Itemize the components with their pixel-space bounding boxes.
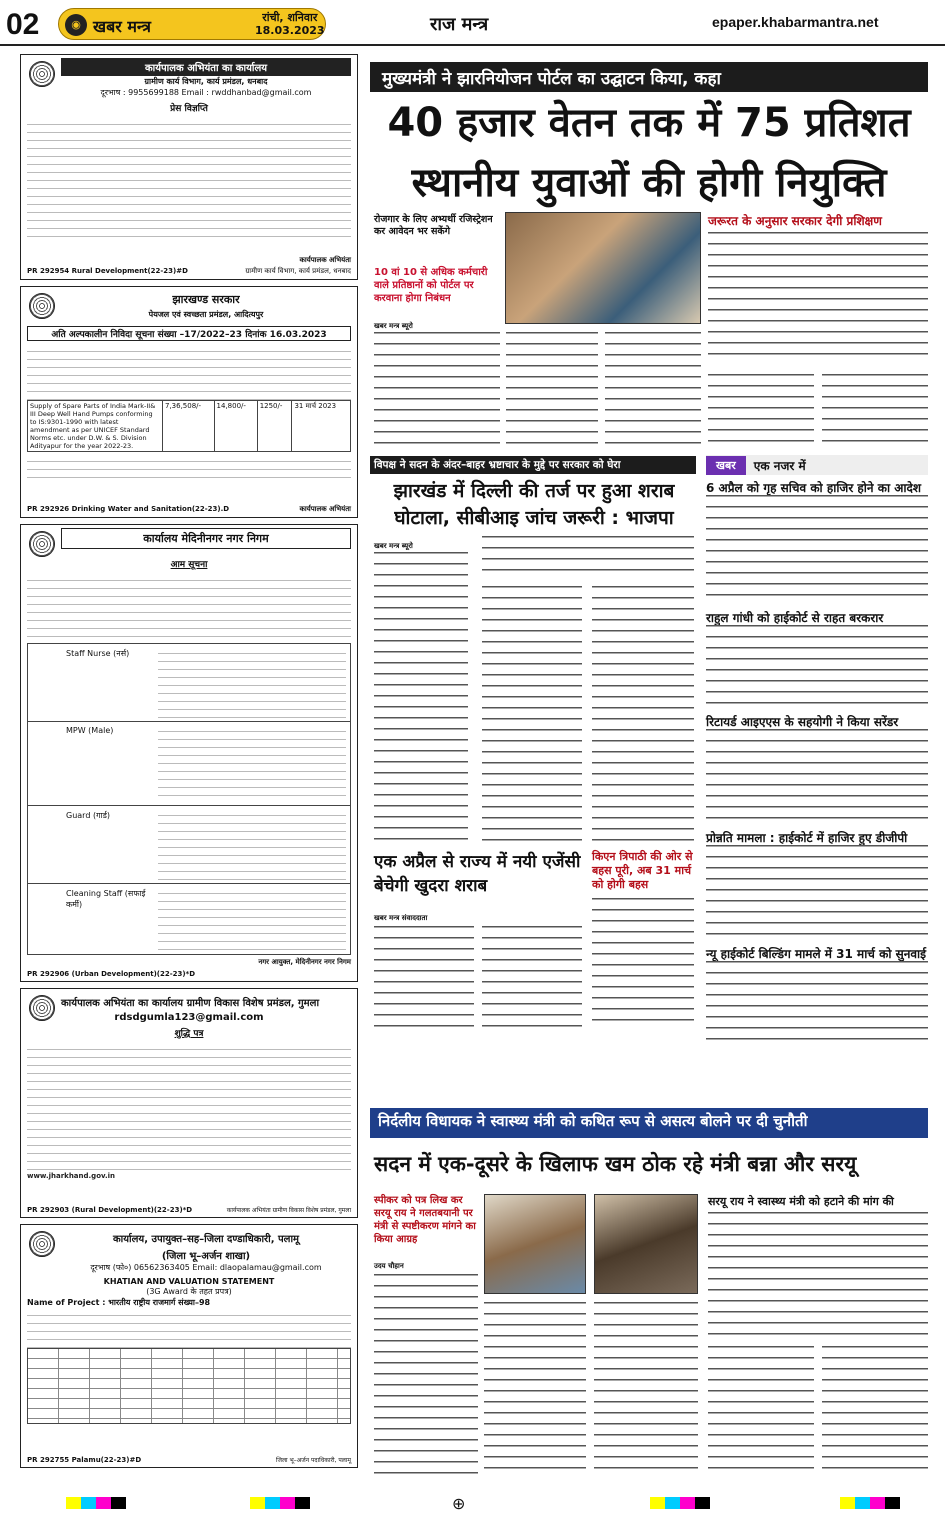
- tender-amount: 7,36,508/-: [163, 401, 215, 452]
- story4-byline: उदय चौहान: [374, 1262, 404, 1270]
- lead-text-col3: [605, 332, 701, 444]
- ad-sign-text: नगर आयुक्त, मेदिनीनगर नगर निगम: [258, 958, 351, 966]
- ad-gumla: [20, 988, 358, 1218]
- logo-mark-icon: ◉: [65, 14, 87, 36]
- brief-text-5: [706, 961, 928, 1043]
- post-name: Staff Nurse (नर्स): [66, 649, 130, 658]
- news-brief-box: [706, 455, 928, 1043]
- lead-text-col2: [506, 332, 598, 444]
- ad-sign-text: कार्यपालक अभियंता: [299, 256, 351, 264]
- lead-kicker: मुख्यमंत्री ने झारनियोजन पोर्टल का उद्घाटन किया, कहा: [370, 62, 928, 92]
- ad-body: [27, 1308, 351, 1348]
- ad-title: आम सूचना: [170, 560, 208, 570]
- ad-sub: ग्रामीण कार्य विभाग, कार्य प्रमंडल, धनबाद: [144, 77, 268, 86]
- print-registration-bar: [840, 1497, 900, 1509]
- ad-body: [27, 573, 351, 643]
- ad-footer: [27, 505, 351, 514]
- ad-pr: PR 292903 (Rural Development)(22-23)*D: [27, 1206, 193, 1214]
- post-name: Guard (गार्ड): [66, 811, 111, 820]
- tender-emd: 14,800/-: [214, 401, 257, 452]
- brief-text-4: [706, 845, 928, 941]
- print-registration-bar: [250, 1497, 310, 1509]
- ad-sign: [27, 958, 351, 967]
- story4-band: निर्दलीय विधायक ने स्वास्थ्य मंत्री को कथित रूप से असत्य बोलने पर दी चुनौती: [370, 1108, 928, 1138]
- brief-text-1: [706, 495, 928, 605]
- jharkhand-emblem-icon: [29, 531, 55, 557]
- post-row: [28, 722, 350, 806]
- dateline: [255, 11, 325, 37]
- brief-title-2: राहुल गांधी को हाईकोर्ट से राहत बरकरार: [706, 611, 884, 625]
- ad-palamu: [20, 1224, 358, 1468]
- story2-kicker: विपक्ष ने सदन के अंदर–बाहर भ्रष्टाचार के मुद्दे पर सरकार को घेरा: [370, 456, 696, 474]
- story3-side-text: [592, 898, 694, 1030]
- story2-byline: खबर मन्त्र ब्यूरो: [374, 542, 413, 550]
- ad-adityapur: [20, 286, 358, 518]
- post-row: [28, 884, 350, 956]
- lead-side-2: 10 वां 10 से अधिक कर्मचारी वाले प्रतिष्ठानों को पोर्टल पर करवाना होगा निबंधन: [374, 267, 488, 304]
- brief-title-3: रिटायर्ड आइएएस के सहयोगी ने किया सरेंडर: [706, 715, 899, 729]
- story3-col2: [482, 926, 582, 1030]
- section-name: राज मन्त्र: [430, 14, 489, 35]
- page-number: 02: [6, 8, 40, 41]
- lead-box-title: जरूरत के अनुसार सरकार देगी प्रशिक्षण: [708, 214, 882, 228]
- ad-sign: कार्यपालक अभियंता ग्रामीण विकास विशेष प्रमंडल, गुमला: [226, 1207, 351, 1214]
- ad-pr: PR 292954 Rural Development(22-23)#D: [27, 267, 188, 275]
- story3-byline: खबर मन्त्र संवाददाता: [374, 914, 428, 922]
- ad-pr: PR 292906 (Urban Development)(22-23)*D: [27, 970, 196, 978]
- ad-head: कार्यपालक अभियंता का कार्यालय: [61, 58, 351, 76]
- tender-table: [27, 400, 351, 452]
- ad-footer: [27, 970, 351, 978]
- print-registration-bar: [650, 1497, 710, 1509]
- ad-title: अति अल्पकालीन निविदा सूचना संख्या –17/2022–23 दिनांक 16.03.2023: [27, 326, 351, 341]
- story2-headline: झारखंड में दिल्ली की तर्ज पर हुआ शराब घोटाला, सीबीआइ जांच जरूरी : भाजपा: [393, 480, 675, 529]
- lead-headline-2: स्थानीय युवाओं की होगी नियुक्ति: [411, 160, 887, 206]
- story4-box-text: [708, 1212, 928, 1338]
- crosshair-icon: ⊕: [452, 1494, 466, 1513]
- ad-footer: [27, 267, 351, 276]
- ad-footer: [27, 1456, 351, 1464]
- jharkhand-emblem-icon: [29, 1231, 55, 1257]
- dateline-date: 18.03.2023: [255, 24, 325, 37]
- ad-body: [27, 344, 351, 400]
- ad-pr: PR 292926 Drinking Water and Sanitation(22-23).D: [27, 505, 230, 513]
- ad-head: कार्यालय, उपायुक्त–सह–जिला दण्डाधिकारी, पलामू: [112, 1234, 300, 1245]
- ad-site: www.jharkhand.gov.in: [27, 1172, 116, 1180]
- ad-body: [27, 117, 351, 237]
- story4-box-col2: [822, 1346, 928, 1474]
- lead-side-1: रोजगार के लिए अभ्यर्थी रजिस्ट्रेशन कर आवेदन भर सकेंगे: [374, 214, 493, 237]
- news-brief-title: एक नजर में: [753, 458, 806, 473]
- story3-side-head: किएन त्रिपाठी की ओर से बहस पूरी, अब 31 मार्च को होगी बहस: [592, 850, 693, 891]
- story2-summary: [482, 536, 694, 576]
- epaper-url[interactable]: epaper.khabarmantra.net: [712, 14, 879, 30]
- lead-photo: [505, 212, 701, 324]
- ad-dhanbad: [20, 54, 358, 280]
- ad-head: कार्यालय मेदिनीनगर नगर निगम: [61, 528, 351, 549]
- story2-col2: [482, 586, 582, 842]
- portrait-banna-photo: [594, 1194, 698, 1294]
- lead-box-text: [708, 232, 928, 364]
- ad-contact: दूरभाष : 9955699188 Email : rwddhanbad@gmail.com: [100, 88, 312, 97]
- story4-box-title: सरयू राय ने स्वास्थ्य मंत्री को हटाने की मांग की: [708, 1195, 894, 1208]
- ad-notes: [27, 454, 351, 484]
- brief-text-2: [706, 625, 928, 709]
- ad-footer: [27, 1206, 351, 1214]
- print-registration-bar: [66, 1497, 126, 1509]
- ad-sub: (जिला भू–अर्जन शाखा): [161, 1251, 251, 1262]
- lead-headline-1: 40 हजार वेतन तक में 75 प्रतिशत: [387, 100, 911, 146]
- story4-box-col1: [708, 1346, 814, 1474]
- lead-box-text3: [822, 374, 928, 444]
- ad-head: झारखण्ड सरकार: [61, 290, 351, 309]
- logo-text: खबर मन्त्र: [93, 17, 151, 36]
- story3-col1: [374, 926, 474, 1030]
- jharkhand-emblem-icon: [29, 293, 55, 319]
- ad-title: KHATIAN AND VALUATION STATEMENT: [103, 1277, 275, 1286]
- story2-col3: [592, 586, 694, 842]
- ad-sub: पेयजल एवं स्वच्छता प्रमंडल, आदित्यपुर: [148, 310, 264, 319]
- dateline-day: रांची, शनिवार: [262, 11, 318, 24]
- ad-title: प्रेस विज्ञप्ति: [170, 104, 208, 114]
- ad-head: कार्यपालक अभियंता का कार्यालय ग्रामीण विकास विशेष प्रमंडल, गुमला: [61, 998, 320, 1009]
- brief-text-3: [706, 729, 928, 825]
- portrait-saryu-photo: [484, 1194, 586, 1294]
- tender-item: Supply of Spare Parts of India Mark-II& III Deep Well Hand Pumps conforming to IS:9301-1990 with latest amendment as per UNICEF Standard Norms etc. under D.W. & S. Division Adityapur for the year 2022-23.: [28, 401, 163, 452]
- brief-title-4: प्रोन्नति मामला : हाईकोर्ट में हाजिर हुए डीजीपी: [706, 831, 908, 845]
- story4-col3: [594, 1302, 698, 1474]
- ad-medininagar: [20, 524, 358, 982]
- story4-headline: सदन में एक-दूसरे के खिलाफ खम ठोक रहे मंत्री बन्ना और सरयू: [374, 1150, 928, 1178]
- brief-title-1: 6 अप्रैल को गृह सचिव को हाजिर होने का आदेश: [706, 481, 922, 495]
- post-name: MPW (Male): [66, 726, 114, 735]
- ad-sign: जिला भू–अर्जन पदाधिकारी, पलामू: [275, 1457, 351, 1464]
- ad-body: [27, 1042, 351, 1172]
- ad-sign2: ग्रामीण कार्य विभाग, कार्य प्रमंडल, धनबाद: [245, 267, 351, 275]
- ad-sign: [27, 256, 351, 265]
- news-brief-header: [706, 455, 928, 475]
- page-header: [0, 0, 945, 46]
- ad-pr: PR 292755 Palamu(22-23)#D: [27, 1456, 142, 1464]
- ad-sub2: (3G Award के तहत प्रपत्र): [146, 1287, 232, 1296]
- masthead-logo: [58, 8, 326, 40]
- story2-col1: [374, 552, 468, 842]
- lead-box-text2: [708, 374, 814, 444]
- story4-col2: [484, 1302, 586, 1474]
- ad-title: शुद्धि पत्र: [174, 1029, 204, 1039]
- brief-title-5: न्यू हाईकोर्ट बिल्डिंग मामले में 31 मार्च को सुनवाई: [706, 947, 927, 961]
- tender-last: 31 मार्च 2023: [292, 401, 351, 452]
- post-name: Cleaning Staff (सफाई कर्मी): [66, 889, 146, 909]
- lead-text-col1: [374, 332, 500, 444]
- ad-contact: दूरभाष (फो०) 06562363405 Email: dlaopalamau@gmail.com: [90, 1263, 322, 1272]
- ad-project: Name of Project : भारतीय राष्ट्रीय राजमार्ग संख्या–98: [27, 1298, 211, 1307]
- jharkhand-emblem-icon: [29, 995, 55, 1021]
- story3-headline: एक अप्रैल से राज्य में नयी एजेंसी बेचेगी खुदरा शराब: [374, 852, 581, 896]
- ad-sign: कार्यपालक अभियंता: [299, 505, 351, 513]
- story4-side: स्पीकर को पत्र लिख कर सरयू राय ने गलतबयानी पर मंत्री से स्पष्टीकरण मांगने का किया आग्रह: [374, 1195, 476, 1245]
- khatian-table: [27, 1348, 351, 1424]
- news-brief-label: खबर: [706, 456, 746, 475]
- lead-byline: खबर मन्त्र ब्यूरो: [374, 322, 413, 330]
- jharkhand-emblem-icon: [29, 61, 55, 87]
- tender-fee: 1250/-: [257, 401, 292, 452]
- story4-col1: [374, 1274, 478, 1474]
- post-row: [28, 806, 350, 884]
- post-row: [28, 644, 350, 722]
- ad-email: rdsdgumla123@gmail.com: [114, 1012, 264, 1023]
- posts-table: [27, 643, 351, 955]
